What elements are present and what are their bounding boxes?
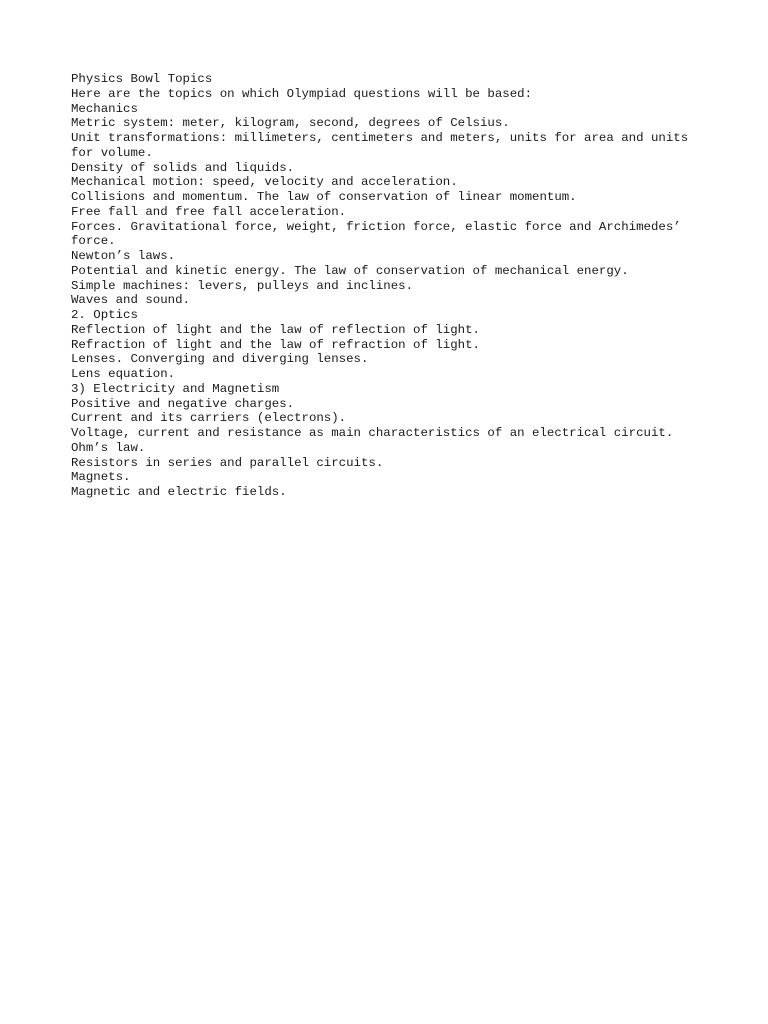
- topic-item: Ohm’s law.: [71, 440, 146, 455]
- document-title: Physics Bowl Topics: [71, 72, 213, 86]
- topic-item: Current and its carriers (electrons).: [71, 411, 347, 426]
- section-heading-electricity-magnetism: 3) Electricity and Magnetism: [71, 381, 280, 396]
- document-intro: Here are the topics on which Olympiad questions will be based:: [71, 86, 533, 101]
- topic-item: Magnets.: [71, 470, 131, 485]
- topic-item: Voltage, current and resistance as main characteristics of an electrical circuit.: [71, 426, 674, 440]
- section-heading-optics: 2. Optics: [71, 308, 138, 322]
- topic-item: Potential and kinetic energy. The law of conservation of mechanical energy.: [71, 263, 629, 278]
- topic-item: Newton’s laws.: [71, 249, 176, 263]
- topic-item: Unit transformations: millimeters, centimeters and meters, units for area and units for volume.: [71, 131, 696, 160]
- topic-item: Refraction of light and the law of refraction of light.: [71, 337, 480, 352]
- topic-item: Positive and negative charges.: [71, 396, 295, 411]
- topic-item: Mechanical motion: speed, velocity and acceleration.: [71, 175, 458, 190]
- topic-item: Lens equation.: [71, 367, 176, 381]
- topic-item: Resistors in series and parallel circuits.: [71, 455, 384, 470]
- topic-item: Reflection of light and the law of reflection of light.: [71, 322, 480, 337]
- topic-item: Free fall and free fall acceleration.: [71, 204, 347, 219]
- topic-item: Simple machines: levers, pulleys and inclines.: [71, 278, 414, 293]
- topic-item: Lenses. Converging and diverging lenses.: [71, 352, 369, 367]
- section-heading-mechanics: Mechanics: [71, 101, 138, 116]
- document-page: [71, 72, 711, 500]
- topic-item: Collisions and momentum. The law of conservation of linear momentum.: [71, 190, 577, 204]
- topic-item: Forces. Gravitational force, weight, friction force, elastic force and Archimedes’ force.: [71, 219, 689, 249]
- topic-item: Density of solids and liquids.: [71, 160, 295, 175]
- topic-item: Magnetic and electric fields.: [71, 485, 287, 499]
- topic-item: Metric system: meter, kilogram, second, degrees of Celsius.: [71, 116, 510, 131]
- topic-item: Waves and sound.: [71, 293, 190, 308]
